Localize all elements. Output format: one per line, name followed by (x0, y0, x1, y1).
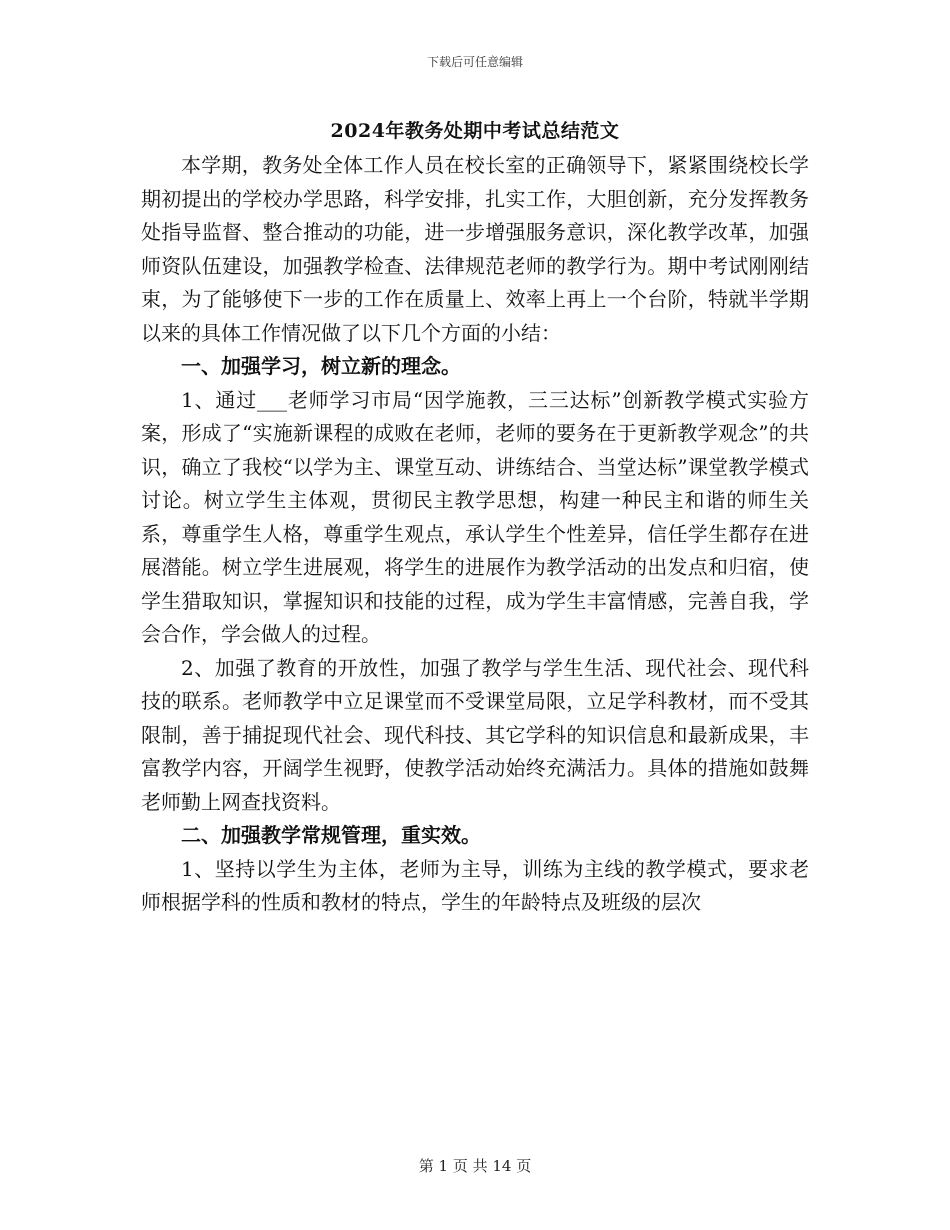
page-number: 第 1 页 共 14 页 (418, 1157, 532, 1175)
paragraph-2-1: 1、坚持以学生为主体，老师为主导，训练为主线的教学模式，要求老师根据学科的性质和教材的特点，学生的年龄特点及班级的层次 (141, 856, 809, 914)
page-header-note: 下载后可任意编辑 (426, 55, 523, 69)
document-body (141, 149, 809, 920)
paragraph-1-2: 2、加强了教育的开放性，加强了教学与学生生活、现代社会、现代科技的联系。老师教学中立足课堂而不受课堂局限，立足学科教材，而不受其限制，善于捕捉现代社会、现代科技、其它学科的知识信息和最新成果，丰富教学内容，开阔学生视野，使教学活动始终充满活力。具体的措施如鼓舞老师勤上网查找资料。 (141, 655, 809, 814)
section-heading-1: 一、加强学习，树立新的理念。 (181, 354, 461, 378)
paragraph-intro: 本学期，教务处全体工作人员在校长室的正确领导下，紧紧围绕校长学期初提出的学校办学思路，科学安排，扎实工作，大胆创新，充分发挥教务处指导监督、整合推动的功能，进一步增强服务意识，深化教学改革，加强师资队伍建设，加强教学检查、法律规范老师的教学行为。期中考试刚刚结束，为了能够使下一步的工作在质量上、效率上再上一个台阶，特就半学期以来的具体工作情况做了以下几个方面的小结： (141, 153, 809, 345)
document-title: 2024年教务处期中考试总结范文 (330, 120, 620, 142)
section-heading-2: 二、加强教学常规管理，重实效。 (181, 823, 481, 847)
paragraph-1-1: 1、通过___老师学习市局“因学施教，三三达标”创新教学模式实验方案，形成了“实施新课程的成败在老师，老师的要务在于更新教学观念”的共识，确立了我校“以学为主、课堂互动、讲练结合、当堂达标”课堂教学模式讨论。树立学生主体观，贯彻民主教学思想，构建一种民主和谐的师生关系，尊重学生人格，尊重学生观点，承认学生个性差异，信任学生都存在进展潜能。树立学生进展观，将学生的进展作为教学活动的出发点和归宿，使学生猎取知识，掌握知识和技能的过程，成为学生丰富情感，完善自我，学会合作，学会做人的过程。 (141, 387, 809, 646)
